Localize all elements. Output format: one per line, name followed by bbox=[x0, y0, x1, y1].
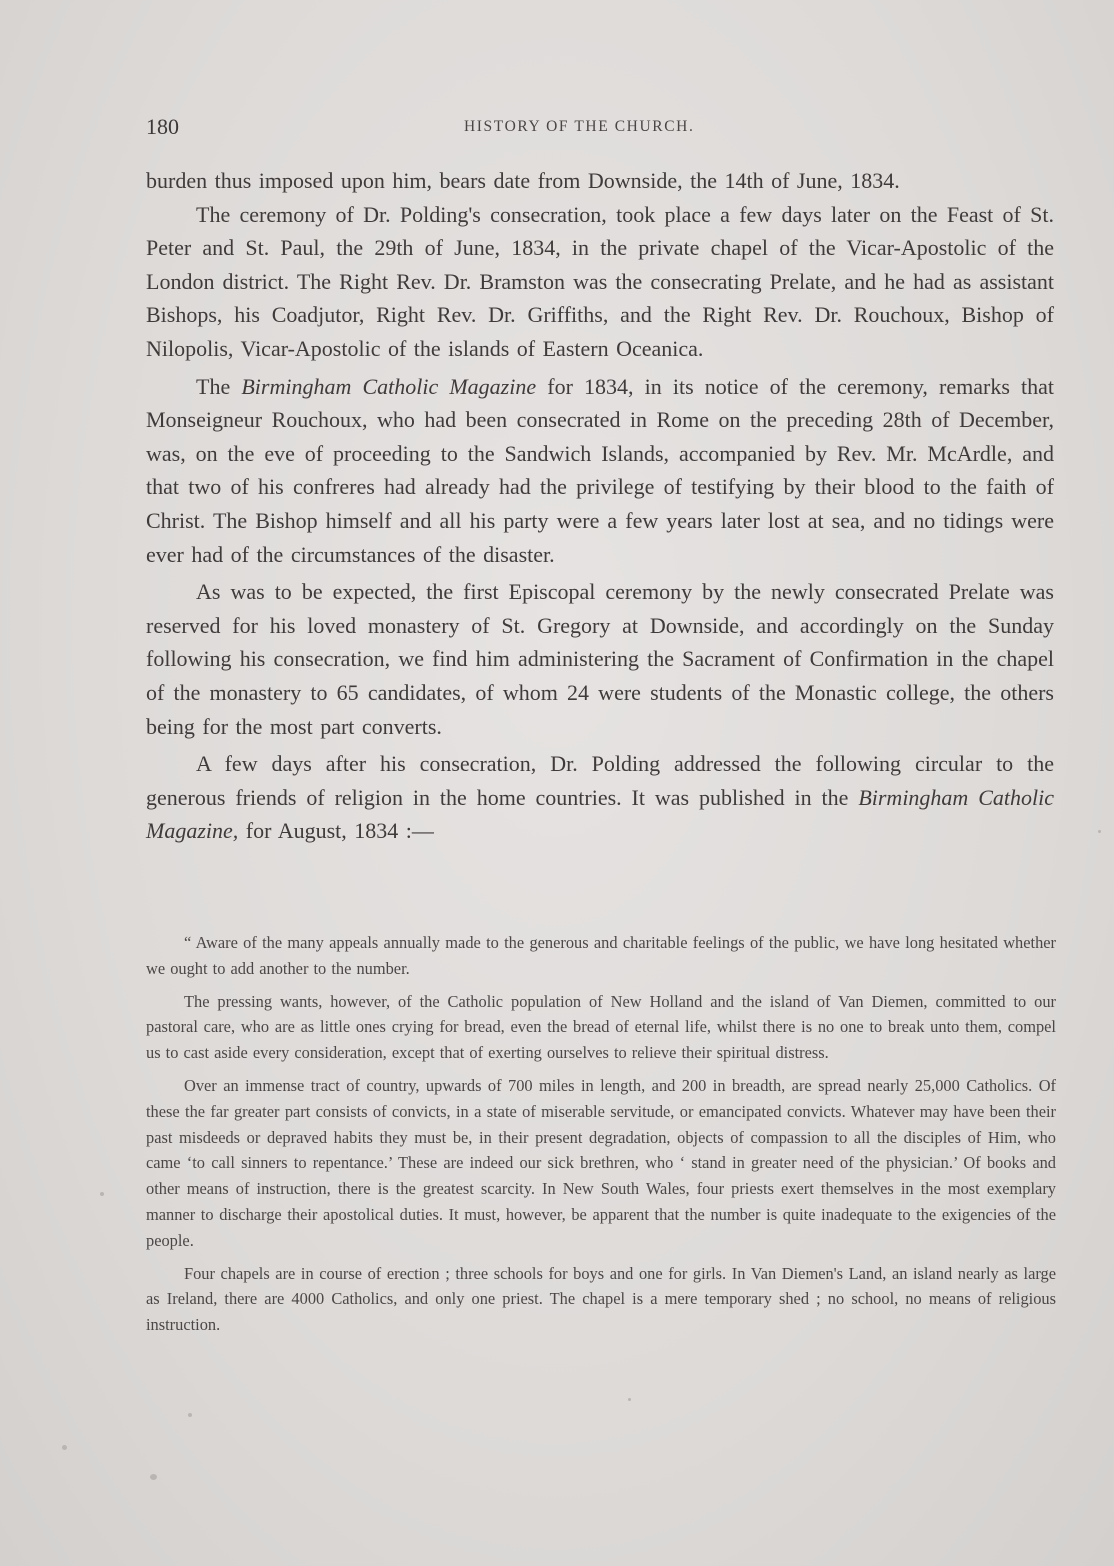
paper-speck bbox=[188, 1413, 192, 1417]
paragraph-circular-intro-pre: A few days after his consecration, Dr. Polding addressed the following circular to the generous friends of religion in the home countries. It was published in the bbox=[146, 751, 1054, 810]
magazine-title-2: Birmingham Catholic Magazine, bbox=[146, 784, 1054, 844]
page-number: 180 bbox=[146, 114, 179, 139]
paragraph-circular-intro bbox=[146, 747, 1054, 848]
page-header bbox=[146, 114, 1056, 144]
paragraph-continuation: burden thus imposed upon him, bears date from Downside, the 14th of June, 1834. bbox=[146, 168, 900, 193]
circular-quotation bbox=[146, 930, 1056, 1345]
paragraph-magazine-notice bbox=[146, 370, 1054, 572]
main-text bbox=[146, 164, 1054, 848]
paper-speck bbox=[628, 1398, 631, 1401]
running-head: HISTORY OF THE CHURCH. bbox=[464, 118, 695, 135]
quote-paragraph: “ Aware of the many appeals annually made to the generous and charitable feelings of the public, we have long hesitated whether we ought to add another to the number. bbox=[146, 933, 1056, 978]
paragraph-first-ceremony: As was to be expected, the first Episcopal ceremony by the newly consecrated Prelate was reserved for his loved monastery of St. Gregory at Downside, and accordingly on the Sunday following his consecration, we find him administering the Sacrament of Confirmation in the chapel of the monastery to 65 candidates, of whom 24 were students of the Monastic college, the others being for the most part converts. bbox=[146, 579, 1054, 739]
magazine-title: Birmingham Catholic Magazine bbox=[241, 373, 537, 399]
paper-speck bbox=[62, 1445, 67, 1450]
quote-paragraph: Four chapels are in course of erection ; three schools for boys and one for girls. In Van Diemen's Land, an island nearly as large as Ireland, there are 4000 Catholics, and only one priest. The chapel is a mere temporary shed ; no school, no means of religious instruction. bbox=[146, 1263, 1056, 1335]
quote-paragraph: The pressing wants, however, of the Catholic population of New Holland and the island of Van Diemen, committed to our pastoral care, who are as little ones crying for bread, even the bread of eternal life, whilst there is no one to break unto them, compel us to cast aside every consideration, except that of exerting ourselves to relieve their spiritual distress. bbox=[146, 991, 1056, 1063]
paper-speck bbox=[150, 1474, 157, 1480]
paragraph-consecration: The ceremony of Dr. Polding's consecration, took place a few days later on the Feast of St. Peter and St. Paul, the 29th of June, 1834, in the private chapel of the Vicar-Apostolic of the London district. The Right Rev. Dr. Bramston was the consecrating Prelate, and he had as assistant Bishops, his Coadjutor, Right Rev. Dr. Griffiths, and the Right Rev. Dr. Rouchoux, Bishop of Nilopolis, Vicar-Apostolic of the islands of Eastern Oceanica. bbox=[146, 201, 1054, 361]
paper-speck bbox=[100, 1192, 104, 1196]
paragraph-circular-intro-post: for August, 1834 :— bbox=[238, 818, 434, 844]
paper-speck bbox=[1098, 830, 1101, 833]
quote-paragraph: Over an immense tract of country, upwards of 700 miles in length, and 200 in breadth, are spread nearly 25,000 Catholics. Of these the far greater part consists of convicts, in a state of miserable servitude, or emancipated convicts. Whatever may have been their past misdeeds or depraved habits they must be, in their present degradation, objects of compassion to all the disciples of Him, who came ‘to call sinners to repentance.’ These are indeed our sick brethren, who ‘ stand in greater need of the physician.’ Of books and other means of instruction, there is the greatest scarcity. In New South Wales, four priests exert themselves in the most exemplary manner to discharge their apostolical duties. It must, however, be apparent that the number is quite inadequate to the exigencies of the people. bbox=[146, 1075, 1056, 1250]
paragraph-magazine-notice-pre: The bbox=[196, 373, 242, 399]
paragraph-magazine-notice-post: for 1834, in its notice of the ceremony, remarks that Monseigneur Rouchoux, who had been consecrated in Rome on the preceding 28th of December, was, on the eve of proceeding to the Sandwich Islands, accompanied by Rev. Mr. McArdle, and that two of his confreres had already had the privilege of testifying by their blood to the faith of Christ. The Bishop himself and all his party were a few years later lost at sea, and no tidings were ever had of the circumstances of the disaster. bbox=[146, 373, 1055, 567]
